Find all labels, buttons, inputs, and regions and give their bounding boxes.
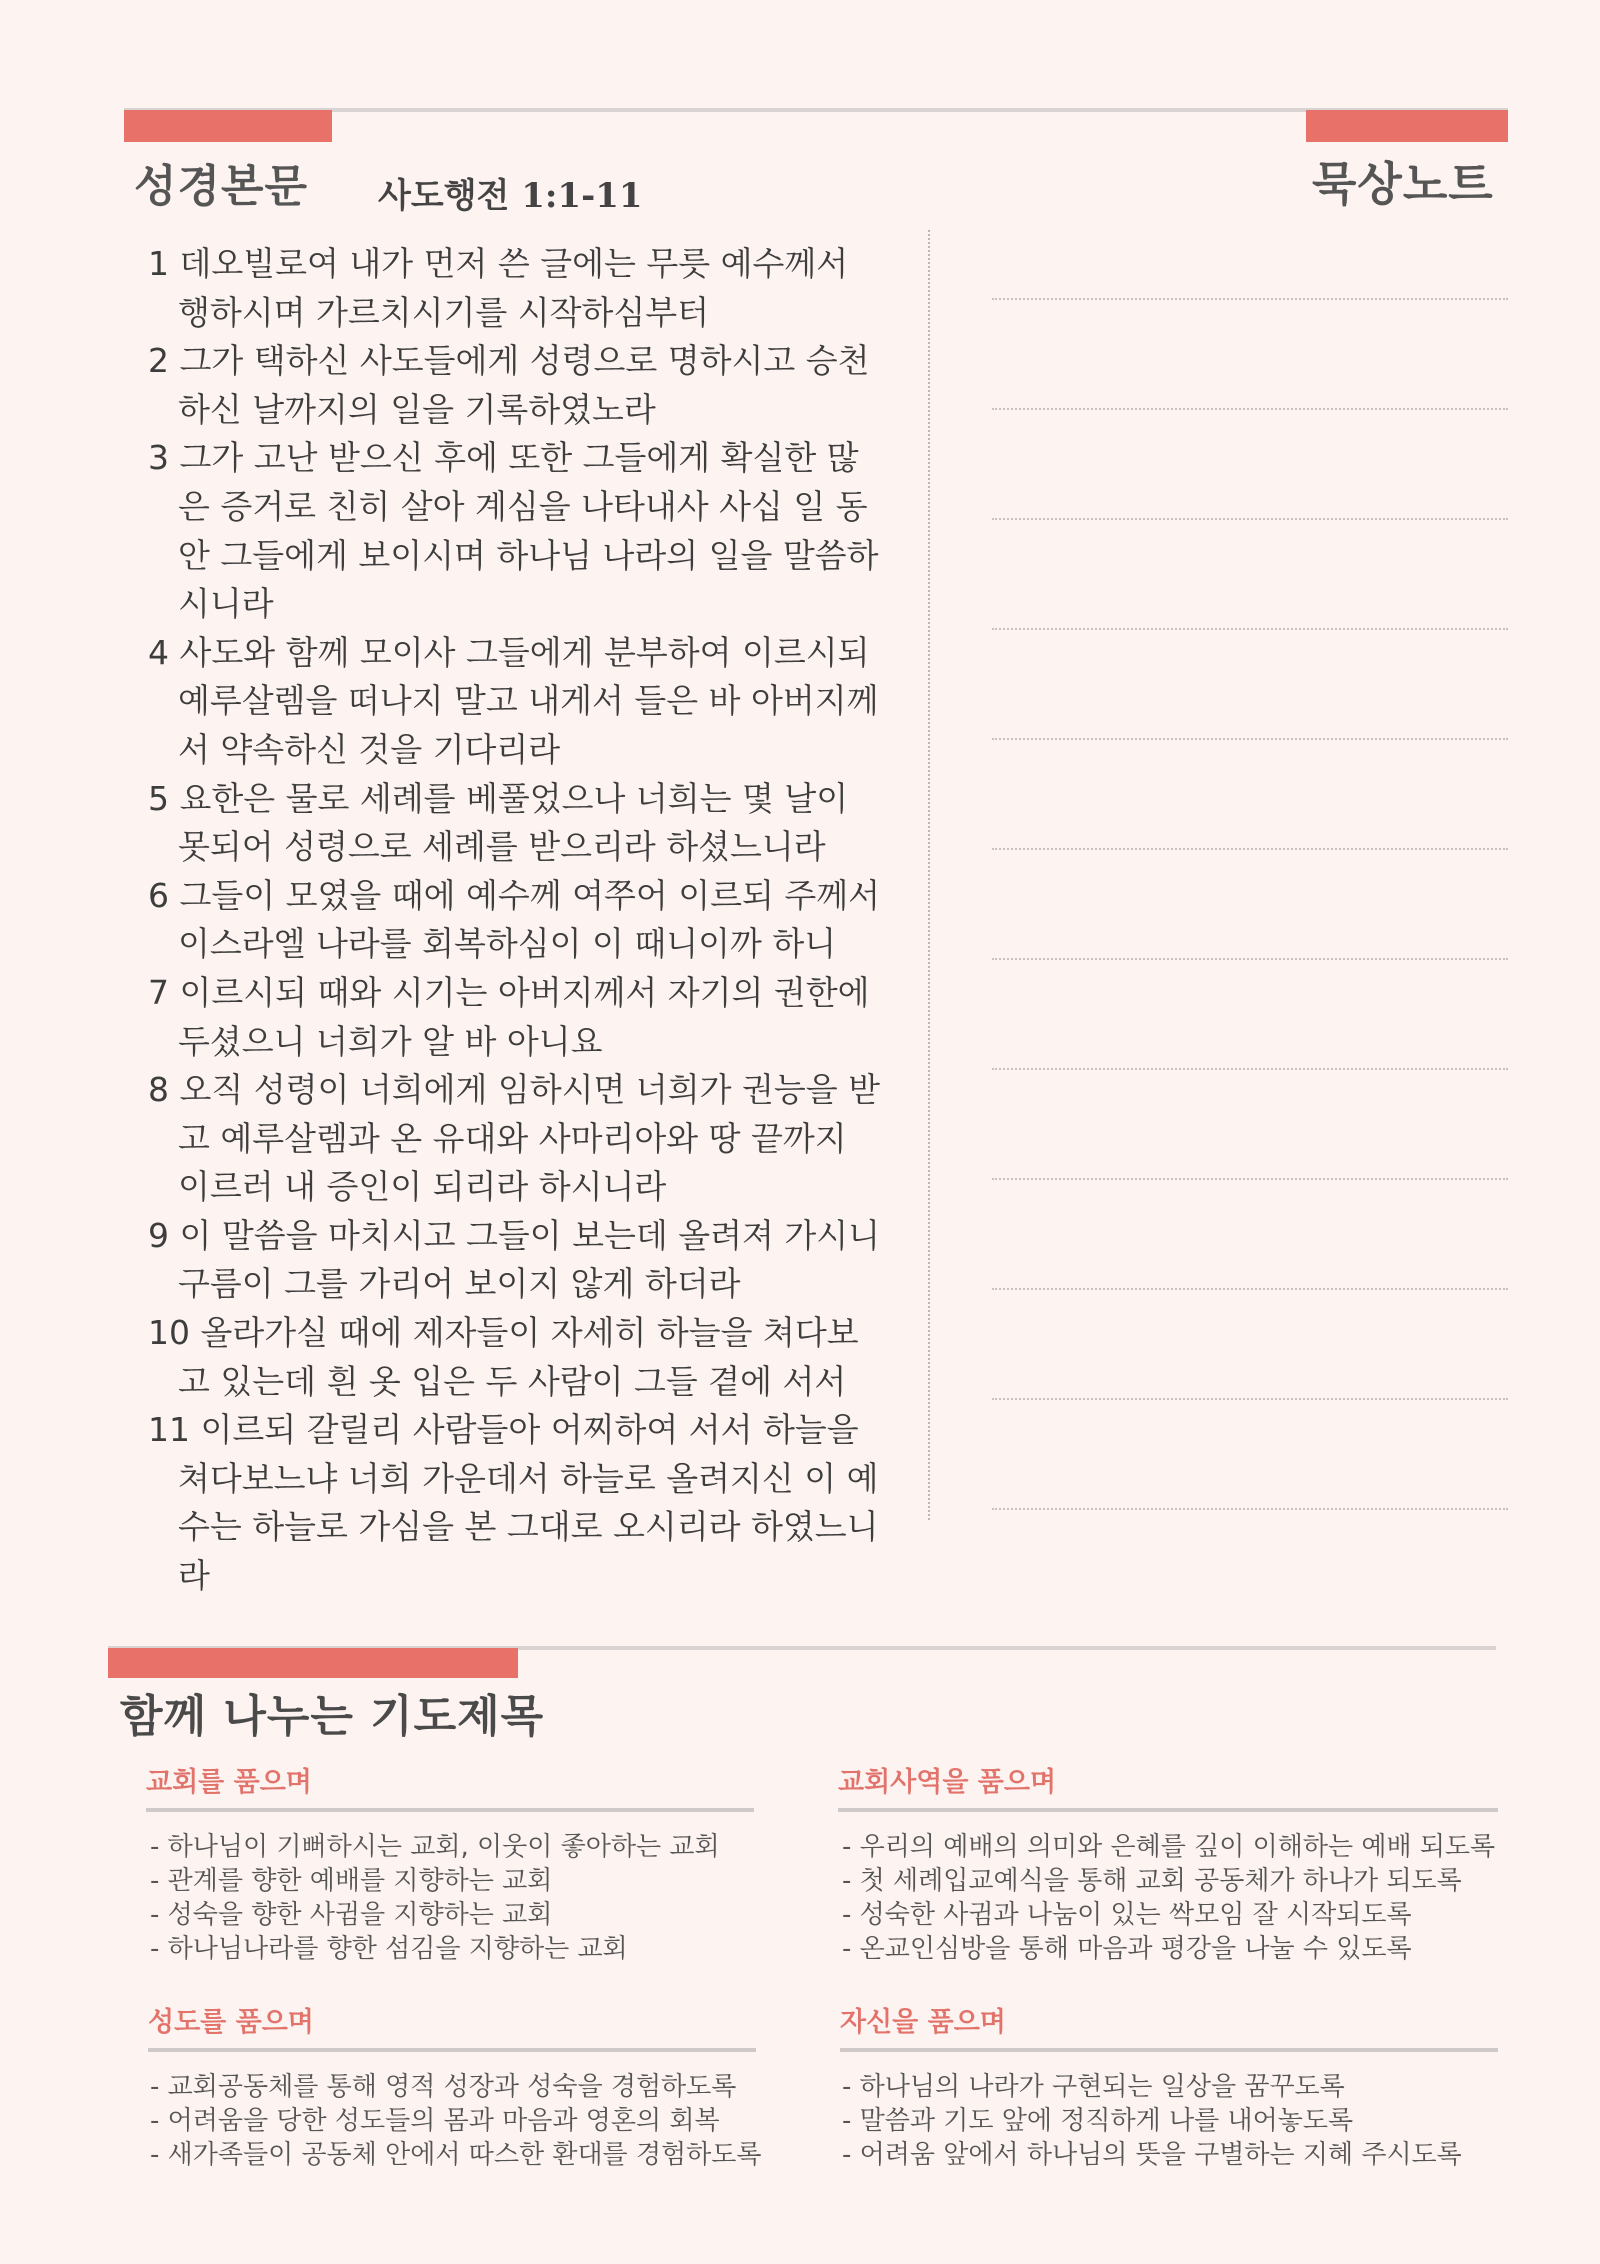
- prayer-item: - 말씀과 기도 앞에 정직하게 나를 내어놓도록: [842, 2106, 1354, 2136]
- verse-10: 10 올라가실 때에 제자들이 자세히 하늘을 쳐다보고 있는데 흰 옷 입은 두 사람이 그들 곁에 서서: [148, 1313, 859, 1401]
- verse-7: 7 이르시되 때와 시기는 아버지께서 자기의 권한에 두셨으니 너희가 알 바 아니요: [148, 972, 870, 1061]
- verse-1: 1 데오빌로여 내가 먼저 쓴 글에는 무릇 예수께서 행하시며 가르치시기를 시작하심부터: [148, 244, 849, 332]
- note-line[interactable]: [992, 848, 1508, 850]
- prayer-item: - 관계를 향한 예배를 지향하는 교회: [150, 1866, 553, 1896]
- verse-11: 11 이르되 갈릴리 사람들아 어찌하여 서서 하늘을 쳐다보느냐 너희 가운데서 하늘로 올려지신 이 예수는 하늘로 가심을 본 그대로 오시리라 하였느니라: [148, 1410, 879, 1596]
- prayer-item: - 첫 세례입교예식을 통해 교회 공동체가 하나가 되도록: [842, 1866, 1462, 1896]
- prayer-list-church: [150, 1830, 720, 1966]
- prayer-item: - 우리의 예배의 의미와 은혜를 깊이 이해하는 예배 되도록: [842, 1832, 1496, 1862]
- note-line[interactable]: [992, 408, 1508, 410]
- prayer-section-rule: [840, 2048, 1498, 2052]
- prayer-list-ministry: [842, 1830, 1495, 1966]
- note-line[interactable]: [992, 298, 1508, 300]
- verse-6: 6 그들이 모였을 때에 예수께 여쭈어 이르되 주께서 이스라엘 나라를 회복하심이 이 때니이까 하니: [148, 875, 880, 964]
- verse-5: 5 요한은 물로 세례를 베풀었으나 너희는 몇 날이 못되어 성령으로 세례를 받으리라 하셨느니라: [148, 778, 849, 867]
- prayer-heading: 함께 나누는 기도제목: [120, 1691, 545, 1742]
- prayer-list-members: [150, 2070, 762, 2172]
- notes-accent-bar: [1306, 110, 1508, 142]
- note-line[interactable]: [992, 1288, 1508, 1290]
- prayer-item: - 온교인심방을 통해 마음과 평강을 나눌 수 있도록: [842, 1934, 1412, 1964]
- prayer-accent-bar: [108, 1648, 518, 1678]
- prayer-section-title: 교회사역을 품으며: [838, 1767, 1057, 1798]
- scripture-heading: 성경본문: [134, 161, 309, 212]
- prayer-section-rule: [148, 2048, 756, 2052]
- verse-2: 2 그가 택하신 사도들에게 성령으로 명하시고 승천하신 날까지의 일을 기록하였노라: [148, 341, 870, 429]
- prayer-item: - 하나님이 기뻐하시는 교회, 이웃이 좋아하는 교회: [150, 1832, 720, 1862]
- prayer-item: - 교회공동체를 통해 영적 성장과 성숙을 경험하도록: [150, 2072, 737, 2102]
- note-line[interactable]: [992, 1508, 1508, 1510]
- prayer-item: - 어려움 앞에서 하나님의 뜻을 구별하는 지혜 주시도록: [842, 2140, 1462, 2170]
- verse-8: 8 오직 성령이 너희에게 임하시면 너희가 권능을 받고 예루살렘과 온 유대와 사마리아와 땅 끝까지 이르러 내 증인이 되리라 하시니라: [148, 1070, 880, 1207]
- note-line[interactable]: [992, 738, 1508, 740]
- prayer-item: - 성숙을 향한 사귐을 지향하는 교회: [150, 1900, 553, 1930]
- prayer-item: - 하나님의 나라가 구현되는 일상을 꿈꾸도록: [842, 2072, 1345, 2102]
- notes-heading: 묵상노트: [1312, 157, 1494, 211]
- verse-9: 9 이 말씀을 마치시고 그들이 보는데 올려져 가시니 구름이 그를 가리어 보이지 않게 하더라: [148, 1215, 880, 1304]
- column-separator: [928, 230, 930, 1520]
- prayer-section-title: 교회를 품으며: [146, 1767, 312, 1798]
- prayer-item: - 하나님나라를 향한 섬김을 지향하는 교회: [150, 1934, 628, 1964]
- note-line[interactable]: [992, 1068, 1508, 1070]
- note-line[interactable]: [992, 518, 1508, 520]
- note-line[interactable]: [992, 958, 1508, 960]
- prayer-item: - 새가족들이 공동체 안에서 따스한 환대를 경험하도록: [150, 2140, 762, 2170]
- scripture-reference: 사도행전 1:1-11: [378, 176, 643, 216]
- verse-4: 4 사도와 함께 모이사 그들에게 분부하여 이르시되 예루살렘을 떠나지 말고 내게서 들은 바 아버지께서 약속하신 것을 기다리라: [148, 632, 879, 769]
- note-line[interactable]: [992, 1178, 1508, 1180]
- scripture-accent-bar: [124, 110, 332, 142]
- verse-3: 3 그가 고난 받으신 후에 또한 그들에게 확실한 많은 증거로 친히 살아 계심을 나타내사 사십 일 동안 그들에게 보이시며 하나님 나라의 일을 말씀하시니라: [148, 438, 879, 624]
- scripture-text: [148, 240, 888, 1601]
- prayer-item: - 어려움을 당한 성도들의 몸과 마음과 영혼의 회복: [150, 2106, 720, 2136]
- prayer-item: - 성숙한 사귐과 나눔이 있는 싹모임 잘 시작되도록: [842, 1900, 1412, 1930]
- note-line[interactable]: [992, 628, 1508, 630]
- prayer-section-rule: [838, 1808, 1498, 1812]
- prayer-list-self: [842, 2070, 1462, 2172]
- prayer-section-title: 성도를 품으며: [148, 2007, 314, 2038]
- note-line[interactable]: [992, 1398, 1508, 1400]
- prayer-section-rule: [146, 1808, 754, 1812]
- prayer-section-title: 자신을 품으며: [840, 2007, 1006, 2038]
